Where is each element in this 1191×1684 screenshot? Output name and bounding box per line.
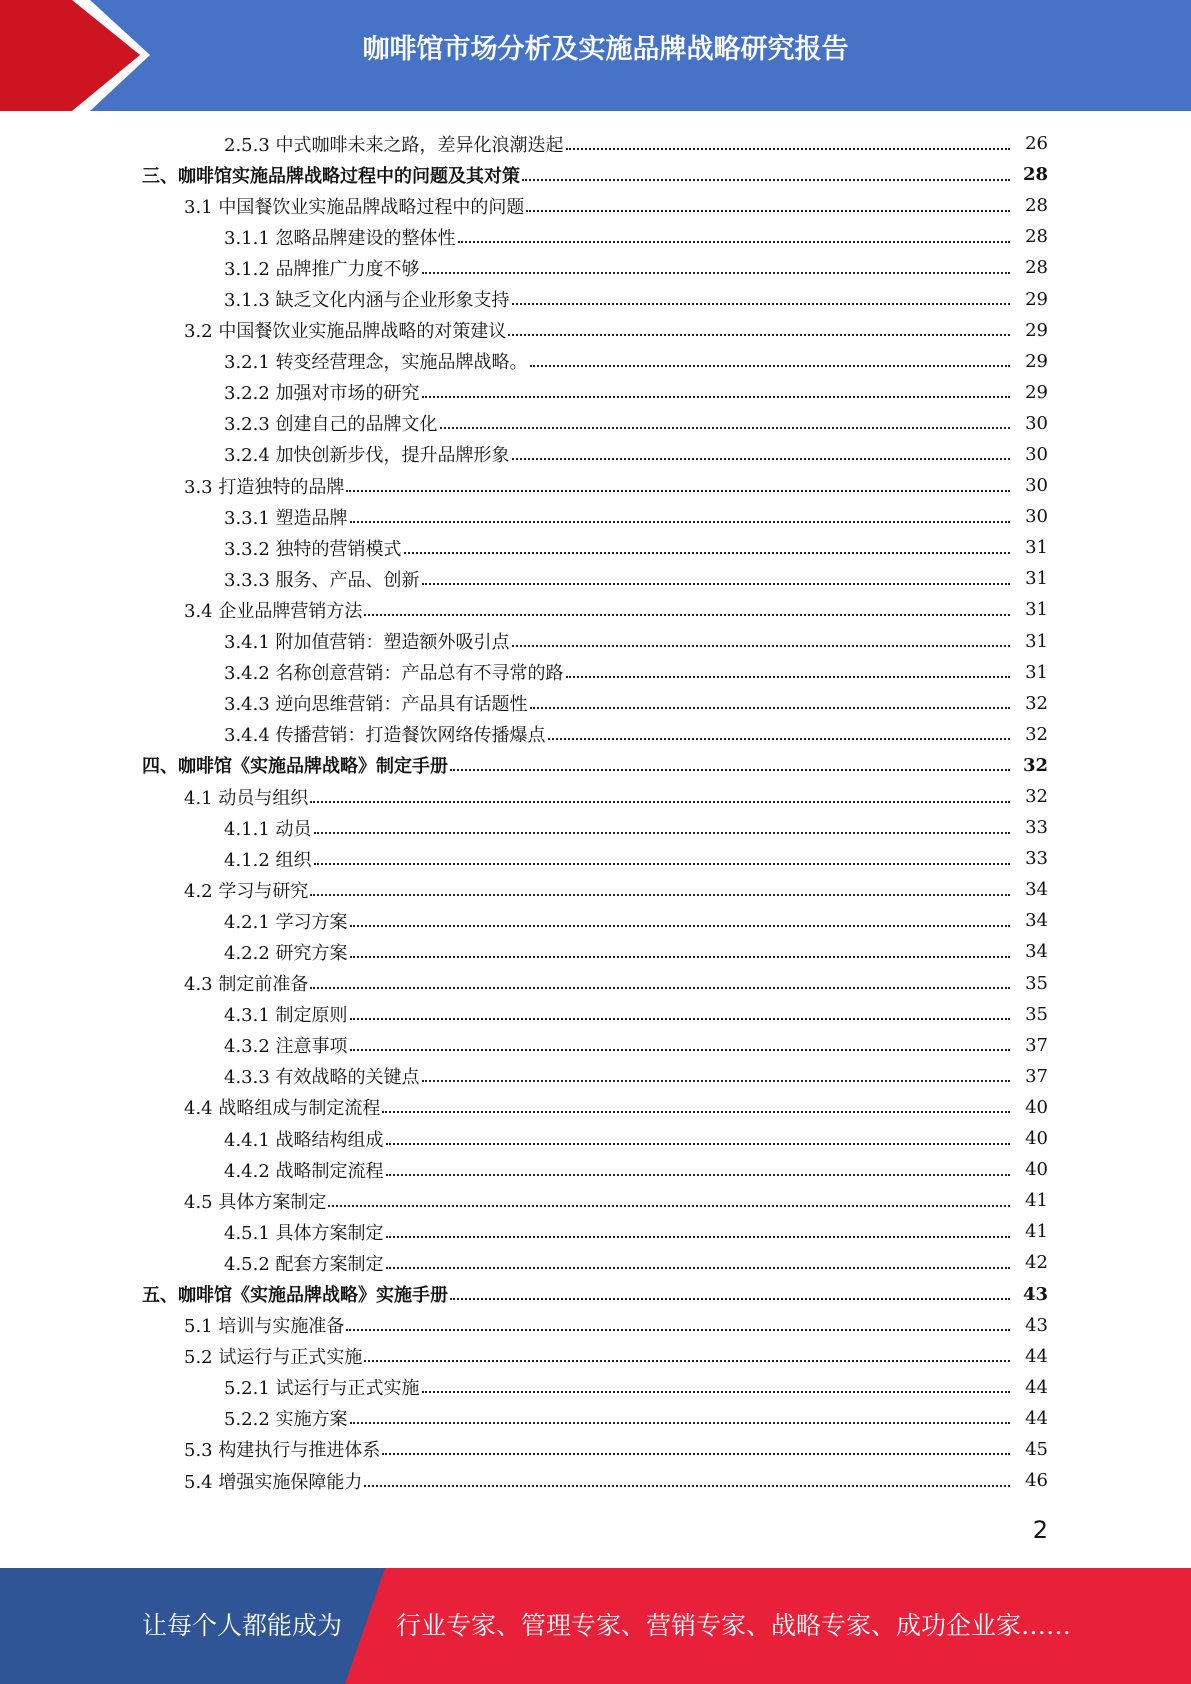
toc-dot-leader [382,1447,1010,1455]
toc-entry-page: 30 [1025,506,1048,528]
toc-entry-title: 五、咖啡馆《实施品牌战略》实施手册 [142,1285,448,1307]
toc-entry[interactable] [0,1434,1191,1465]
toc-entry-title: 4.3.1 制定原则 [224,1005,348,1027]
toc-entry-title: 四、咖啡馆《实施品牌战略》制定手册 [142,756,448,778]
toc-entry-page: 26 [1025,133,1048,155]
toc-entry-page: 28 [1025,226,1048,248]
toc-entry-page: 32 [1025,692,1048,714]
toc-entry-title: 3.3 打造独特的品牌 [184,476,345,498]
toc-entry-title: 4.5.1 具体方案制定 [224,1222,384,1244]
toc-entry-page: 30 [1025,412,1048,434]
toc-entry[interactable] [0,1216,1191,1247]
toc-entry-title: 3.3.2 独特的营销模式 [224,538,402,560]
toc-entry-page: 32 [1025,786,1048,808]
toc-entry-title: 4.2 学习与研究 [184,880,309,902]
toc-entry-title: 2.5.3 中式咖啡未来之路，差异化浪潮迭起 [224,134,564,156]
toc-entry-title: 3.2.3 创建自己的品牌文化 [224,414,438,436]
toc-entry[interactable] [0,657,1191,688]
toc-entry[interactable] [0,1154,1191,1185]
toc-entry[interactable] [0,594,1191,625]
toc-dot-leader [422,1074,1010,1082]
toc-entry-title: 5.2.2 实施方案 [224,1409,348,1431]
toc-entry-title: 4.3 制定前准备 [184,974,309,996]
toc-entry-page: 28 [1025,195,1048,217]
toc-dot-leader [310,795,1010,803]
toc-entry-title: 4.3.3 有效战略的关键点 [224,1067,420,1089]
page-header [0,0,1191,111]
toc-entry-title: 4.5 具体方案制定 [184,1191,327,1213]
toc-entry-title: 3.4 企业品牌营销方法 [184,600,363,622]
toc-dot-leader [530,359,1010,367]
toc-entry-page: 29 [1025,288,1048,310]
toc-dot-leader [314,857,1010,865]
toc-entry-title: 3.3.3 服务、产品、创新 [224,569,420,591]
toc-entry[interactable] [0,128,1191,159]
toc-entry[interactable] [0,221,1191,252]
toc-entry[interactable] [0,377,1191,408]
page-number: 2 [1032,1516,1048,1544]
toc-entry[interactable] [0,408,1191,439]
toc-entry-title: 3.3.1 塑造品牌 [224,507,348,529]
toc-entry-page: 32 [1025,723,1048,745]
toc-entry[interactable] [0,283,1191,314]
toc-entry-title: 3.1 中国餐饮业实施品牌战略过程中的问题 [184,196,525,218]
toc-entry[interactable] [0,626,1191,657]
toc-dot-leader [328,1199,1010,1207]
toc-entry[interactable] [0,1030,1191,1061]
toc-entry[interactable] [0,532,1191,563]
toc-entry-title: 4.4 战略组成与制定流程 [184,1098,381,1120]
toc-entry-page: 28 [1022,164,1048,186]
toc-entry-title: 3.2 中国餐饮业实施品牌战略的对策建议 [184,321,507,343]
toc-dot-leader [350,919,1010,927]
toc-entry-title: 5.2 试运行与正式实施 [184,1347,363,1369]
toc-entry[interactable] [0,190,1191,221]
toc-entry[interactable] [0,1061,1191,1092]
toc-entry[interactable] [0,843,1191,874]
toc-entry[interactable] [0,1372,1191,1403]
toc-entry-page: 44 [1025,1345,1048,1367]
toc-entry[interactable] [0,315,1191,346]
toc-entry[interactable] [0,781,1191,812]
toc-dot-leader [346,1323,1010,1331]
toc-entry-title: 5.3 构建执行与推进体系 [184,1440,381,1462]
toc-entry-page: 44 [1025,1407,1048,1429]
toc-dot-leader [512,639,1010,647]
toc-dot-leader [386,1230,1010,1238]
toc-entry-page: 43 [1022,1283,1048,1305]
table-of-contents [0,128,1191,1496]
toc-entry-page: 37 [1025,1034,1048,1056]
toc-entry-page: 30 [1025,443,1048,465]
toc-entry-page: 35 [1025,972,1048,994]
toc-entry-title: 3.4.1 附加值营销：塑造额外吸引点 [224,632,510,654]
toc-dot-leader [382,1105,1010,1113]
toc-entry-title: 4.2.1 学习方案 [224,911,348,933]
toc-entry-page: 45 [1025,1438,1048,1460]
toc-entry-page: 40 [1025,1096,1048,1118]
toc-entry-title: 3.2.4 加快创新步伐，提升品牌形象 [224,445,510,467]
toc-dot-leader [566,670,1010,678]
toc-entry-title: 3.1.3 缺乏文化内涵与企业形象支持 [224,290,510,312]
toc-entry-page: 37 [1025,1065,1048,1087]
toc-entry[interactable] [0,346,1191,377]
toc-entry[interactable] [0,1465,1191,1496]
toc-entry-title: 5.1 培训与实施准备 [184,1316,345,1338]
toc-entry-title: 5.4 增强实施保障能力 [184,1471,363,1493]
toc-dot-leader [364,1354,1010,1362]
toc-entry-page: 31 [1025,599,1048,621]
toc-entry-page: 31 [1025,630,1048,652]
toc-dot-leader [530,701,1010,709]
toc-dot-leader [450,763,1010,771]
toc-entry-page: 40 [1025,1128,1048,1150]
toc-entry-page: 34 [1025,879,1048,901]
toc-entry-title: 3.2.1 转变经营理念，实施品牌战略。 [224,352,528,374]
toc-entry[interactable] [0,1278,1191,1309]
toc-entry[interactable] [0,1341,1191,1372]
toc-entry-title: 3.4.4 传播营销：打造餐饮网络传播爆点 [224,725,546,747]
toc-entry-title: 3.1.2 品牌推广力度不够 [224,258,420,280]
toc-dot-leader [508,328,1010,336]
toc-entry[interactable] [0,719,1191,750]
toc-dot-leader [422,577,1010,585]
toc-entry-title: 三、咖啡馆实施品牌战略过程中的问题及其对策 [142,165,520,187]
toc-entry-title: 4.1.1 动员 [224,818,312,840]
toc-entry-page: 43 [1025,1314,1048,1336]
toc-entry-page: 42 [1025,1252,1048,1274]
toc-dot-leader [386,1261,1010,1269]
toc-dot-leader [364,1479,1010,1487]
toc-entry[interactable] [0,905,1191,936]
toc-entry-page: 29 [1025,319,1048,341]
toc-entry-page: 29 [1025,381,1048,403]
toc-entry[interactable] [0,252,1191,283]
toc-entry-page: 31 [1025,537,1048,559]
toc-entry-title: 4.5.2 配套方案制定 [224,1253,384,1275]
toc-entry-title: 3.1.1 忽略品牌建设的整体性 [224,227,456,249]
toc-entry-page: 29 [1025,350,1048,372]
toc-dot-leader [458,235,1010,243]
toc-entry[interactable] [0,159,1191,190]
toc-entry[interactable] [0,1123,1191,1154]
toc-entry-title: 5.2.1 试运行与正式实施 [224,1378,420,1400]
toc-dot-leader [386,1137,1010,1145]
toc-dot-leader [404,546,1010,554]
toc-entry[interactable] [0,968,1191,999]
toc-entry[interactable] [0,750,1191,781]
toc-dot-leader [522,173,1010,181]
header-arrow [0,0,140,111]
toc-dot-leader [548,732,1010,740]
toc-entry[interactable] [0,1092,1191,1123]
toc-dot-leader [350,515,1010,523]
toc-entry-title: 4.1 动员与组织 [184,787,309,809]
toc-dot-leader [512,452,1010,460]
toc-dot-leader [364,608,1010,616]
toc-entry[interactable] [0,688,1191,719]
toc-entry[interactable] [0,1310,1191,1341]
toc-entry-page: 40 [1025,1159,1048,1181]
toc-entry-title: 3.2.2 加强对市场的研究 [224,383,420,405]
toc-entry-page: 35 [1025,1003,1048,1025]
toc-dot-leader [350,1043,1010,1051]
toc-dot-leader [350,1012,1010,1020]
toc-entry[interactable] [0,1403,1191,1434]
toc-entry-title: 4.2.2 研究方案 [224,942,348,964]
toc-entry[interactable] [0,874,1191,905]
toc-dot-leader [310,981,1010,989]
toc-entry-page: 34 [1025,941,1048,963]
toc-dot-leader [422,266,1010,274]
toc-entry-title: 4.4.1 战略结构组成 [224,1129,384,1151]
toc-dot-leader [422,390,1010,398]
toc-dot-leader [386,1168,1010,1176]
toc-dot-leader [310,888,1010,896]
toc-entry-page: 34 [1025,910,1048,932]
toc-entry-page: 32 [1022,754,1048,776]
toc-entry-page: 30 [1025,475,1048,497]
toc-entry-title: 3.4.2 名称创意营销：产品总有不寻常的路 [224,663,564,685]
toc-entry-title: 4.4.2 战略制定流程 [224,1160,384,1182]
toc-entry[interactable] [0,936,1191,967]
toc-entry-page: 46 [1025,1470,1048,1492]
toc-entry-page: 31 [1025,568,1048,590]
header-arrow-outline [0,0,150,111]
toc-entry[interactable] [0,1247,1191,1278]
toc-entry[interactable] [0,563,1191,594]
toc-dot-leader [526,204,1010,212]
toc-dot-leader [450,1292,1010,1300]
footer-slogan-left: 让每个人都能成为 [142,1611,343,1640]
toc-entry[interactable] [0,501,1191,532]
toc-entry-page: 33 [1025,817,1048,839]
toc-entry-page: 31 [1025,661,1048,683]
report-title: 咖啡馆市场分析及实施品牌战略研究报告 [362,34,849,65]
toc-entry-title: 4.3.2 注意事项 [224,1036,348,1058]
toc-entry-page: 41 [1025,1190,1048,1212]
toc-entry-title: 4.1.2 组织 [224,849,312,871]
page-footer [0,1568,1191,1684]
toc-entry[interactable] [0,470,1191,501]
toc-entry[interactable] [0,999,1191,1030]
toc-dot-leader [350,950,1010,958]
toc-dot-leader [422,1385,1010,1393]
toc-dot-leader [346,484,1010,492]
toc-dot-leader [566,142,1010,150]
toc-entry-page: 41 [1025,1221,1048,1243]
toc-entry-page: 28 [1025,257,1048,279]
toc-dot-leader [512,297,1010,305]
footer-slogan-right: 行业专家、管理专家、营销专家、战略专家、成功企业家…… [396,1611,1072,1640]
toc-dot-leader [350,1416,1010,1424]
toc-entry[interactable] [0,812,1191,843]
toc-entry[interactable] [0,439,1191,470]
toc-dot-leader [314,826,1010,834]
toc-entry-page: 33 [1025,848,1048,870]
toc-entry-page: 44 [1025,1376,1048,1398]
toc-entry-title: 3.4.3 逆向思维营销：产品具有话题性 [224,694,528,716]
toc-dot-leader [440,421,1010,429]
toc-entry[interactable] [0,1185,1191,1216]
